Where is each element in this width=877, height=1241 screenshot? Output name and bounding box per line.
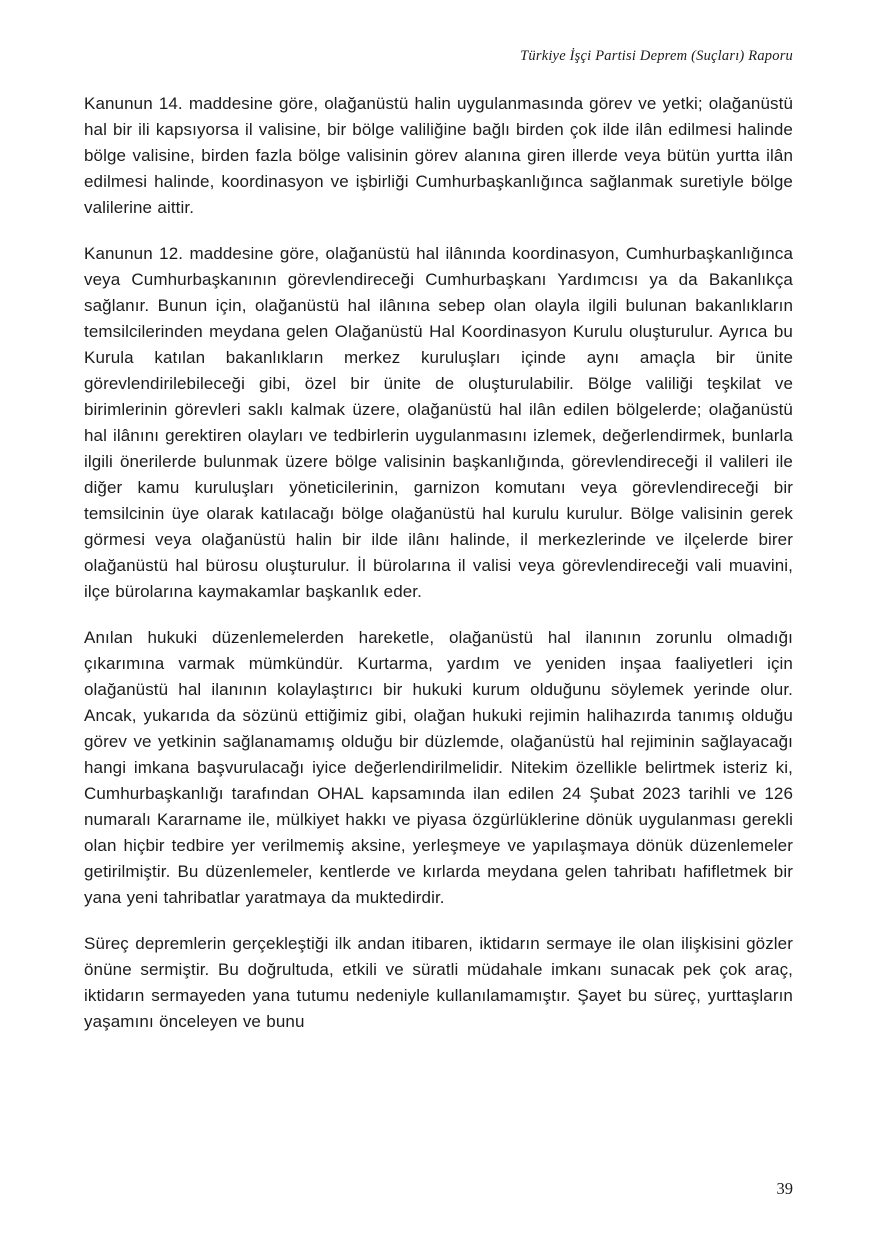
- paragraph-3: Anılan hukuki düzenlemelerden hareketle, olağanüstü hal ilanının zorunlu olmadığı çıkarımına varmak mümkündür. Kurtarma, yardım ve yeniden inşaa faaliyetleri için olağanüstü hal ilanının kolaylaştırıcı bir hukuki kurum olduğunu söylemek yerinde olur. Ancak, yukarıda da sözünü ettiğimiz gibi, olağan hukuki rejimin halihazırda tanımış olduğu görev ve yetkinin sağlanamamış olduğu bir düzlemde, olağanüstü hal rejiminin sağlayacağı hangi imkana başvurulacağı iyice değerlendirilmelidir. Nitekim özellikle belirtmek isteriz ki, Cumhurbaşkanlığı tarafından OHAL kapsamında ilan edilen 24 Şubat 2023 tarihli ve 126 numaralı Kararname ile, mülkiyet hakkı ve piyasa özgürlüklerine dönük uygulanması gerekli olan hiçbir tedbire yer verilmemiş aksine, yerleşmeye ve yapılaşmaya dönük düzenlemeler getirilmiştir. Bu düzenlemeler, kentlerde ve kırlarda meydana gelen tahribatı hafifletmek bir yana yeni tahribatlar yaratmaya da muktedirdir.: [84, 628, 793, 907]
- page-content: [84, 91, 793, 1035]
- paragraph-1: Kanunun 14. maddesine göre, olağanüstü halin uygulanmasında görev ve yetki; olağanüstü hal bir ili kapsıyorsa il valisine, bir bölge valiliğine bağlı birden çok ilde ilân edilmesi halinde bölge valisine, birden fazla bölge valisinin görev alanına giren illerde veya bütün yurtta ilân edilmesi halinde, koordinasyon ve işbirliği Cumhurbaşkanlığınca sağlanmak suretiyle bölge valilerine aittir.: [84, 94, 793, 217]
- paragraph-2: Kanunun 12. maddesine göre, olağanüstü hal ilânında koordinasyon, Cumhurbaşkanlığınca veya Cumhurbaşkanının görevlendireceği Cumhurbaşkanı Yardımcısı ya da Bakanlıkça sağlanır. Bunun için, olağanüstü hal ilânına sebep olan olayla ilgili bulunan bakanlıkların temsilcilerinden meydana gelen Olağanüstü Hal Koordinasyon Kurulu oluşturulur. Ayrıca bu Kurula katılan bakanlıkların merkez kuruluşları içinde aynı amaçla bir ünite görevlendirilebileceği gibi, özel bir ünite de oluşturulabilir. Bölge valiliği teşkilat ve birimlerinin görevleri saklı kalmak üzere, olağanüstü hal ilân edilen bölgelerde; olağanüstü hal ilânını gerektiren olayları ve tedbirlerin uygulanmasını izlemek, değerlendirmek, bunlarla ilgili önerilerde bulunmak üzere bölge valisinin başkanlığında, görevlendireceği il valileri ile diğer kamu kuruluşları yöneticilerinin, garnizon komutanı veya görevlendireceği bir temsilcinin üye olarak katılacağı bölge olağanüstü hal kurulu kurulur. Bölge valisinin gerek görmesi veya olağanüstü halin bir ilde ilânı halinde, il merkezlerinde ve ilçelerde birer olağanüstü hal bürosu oluşturulur. İl bürolarına il valisi veya görevlendireceği vali muavini, ilçe bürolarına kaymakamlar başkanlık eder.: [84, 244, 793, 601]
- page-number: 39: [776, 1179, 793, 1198]
- paragraph-4: Süreç depremlerin gerçekleştiği ilk andan itibaren, iktidarın sermaye ile olan ilişkisini gözler önüne sermiştir. Bu doğrultuda, etkili ve süratli müdahale imkanı sunacak pek çok araç, iktidarın sermayeden yana tutumu nedeniyle kullanılamamıştır. Şayet bu süreç, yurttaşların yaşamını önceleyen ve bunu: [84, 934, 793, 1031]
- running-header: Türkiye İşçi Partisi Deprem (Suçları) Raporu: [520, 48, 793, 64]
